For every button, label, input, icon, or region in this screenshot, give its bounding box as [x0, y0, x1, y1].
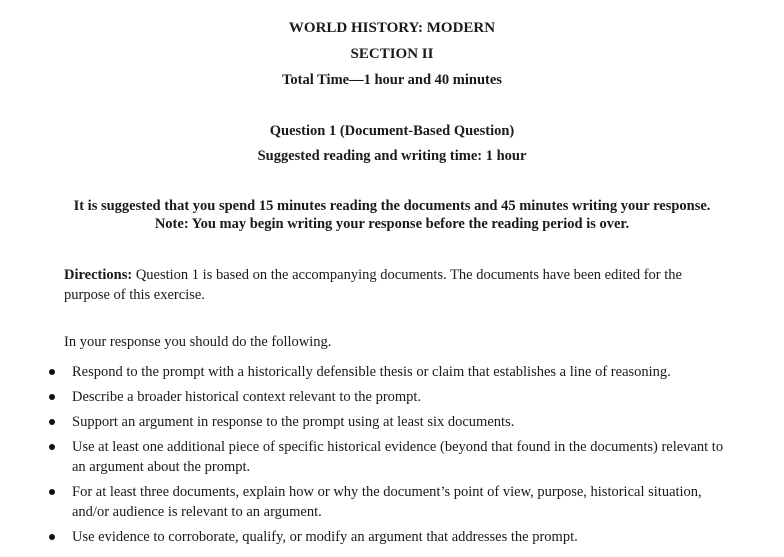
- directions-text: Question 1 is based on the accompanying documents. The documents have been edited for the purpose of this exercise.: [64, 267, 682, 303]
- list-item: [40, 387, 740, 407]
- list-item: [40, 412, 740, 432]
- list-item: [40, 482, 740, 522]
- bullet-icon: [49, 419, 55, 425]
- bullet-icon: [49, 534, 55, 540]
- list-item-text: Use evidence to corroborate, qualify, or modify an argument that addresses the prompt.: [72, 529, 578, 545]
- list-item-text: For at least three documents, explain how or why the document’s point of view, purpose, historical situation, and/or audience is relevant to an argument.: [72, 484, 702, 520]
- bullet-icon: [49, 394, 55, 400]
- reading-period-note: Note: You may begin writing your response before the reading period is over.: [154, 216, 630, 232]
- list-item-text: Use at least one additional piece of specific historical evidence (beyond that found in the documents) relevant to an argument about the prompt.: [72, 439, 724, 475]
- bullet-icon: [49, 489, 55, 495]
- section-label: SECTION II: [350, 46, 434, 62]
- list-item: [40, 362, 740, 382]
- bullet-icon: [49, 444, 55, 450]
- suggested-time: Suggested reading and writing time: 1 hour: [257, 148, 527, 164]
- directions-paragraph: [64, 265, 724, 305]
- instructions-list: [40, 362, 740, 552]
- list-item: [40, 527, 740, 547]
- list-item-text: Respond to the prompt with a historically defensible thesis or claim that establishes a line of reasoning.: [72, 364, 671, 380]
- list-item-text: Support an argument in response to the prompt using at least six documents.: [72, 414, 515, 430]
- exam-title: WORLD HISTORY: MODERN: [288, 20, 496, 36]
- directions-lead: Directions:: [64, 267, 133, 283]
- question-label: Question 1 (Document-Based Question): [269, 123, 515, 139]
- bullet-icon: [49, 369, 55, 375]
- total-time: Total Time—1 hour and 40 minutes: [282, 72, 502, 88]
- timing-suggestion: It is suggested that you spend 15 minutes reading the documents and 45 minutes writing your response.: [73, 198, 711, 214]
- instructions-intro: In your response you should do the following.: [64, 334, 332, 350]
- list-item-text: Describe a broader historical context relevant to the prompt.: [72, 389, 422, 405]
- list-item: [40, 437, 740, 477]
